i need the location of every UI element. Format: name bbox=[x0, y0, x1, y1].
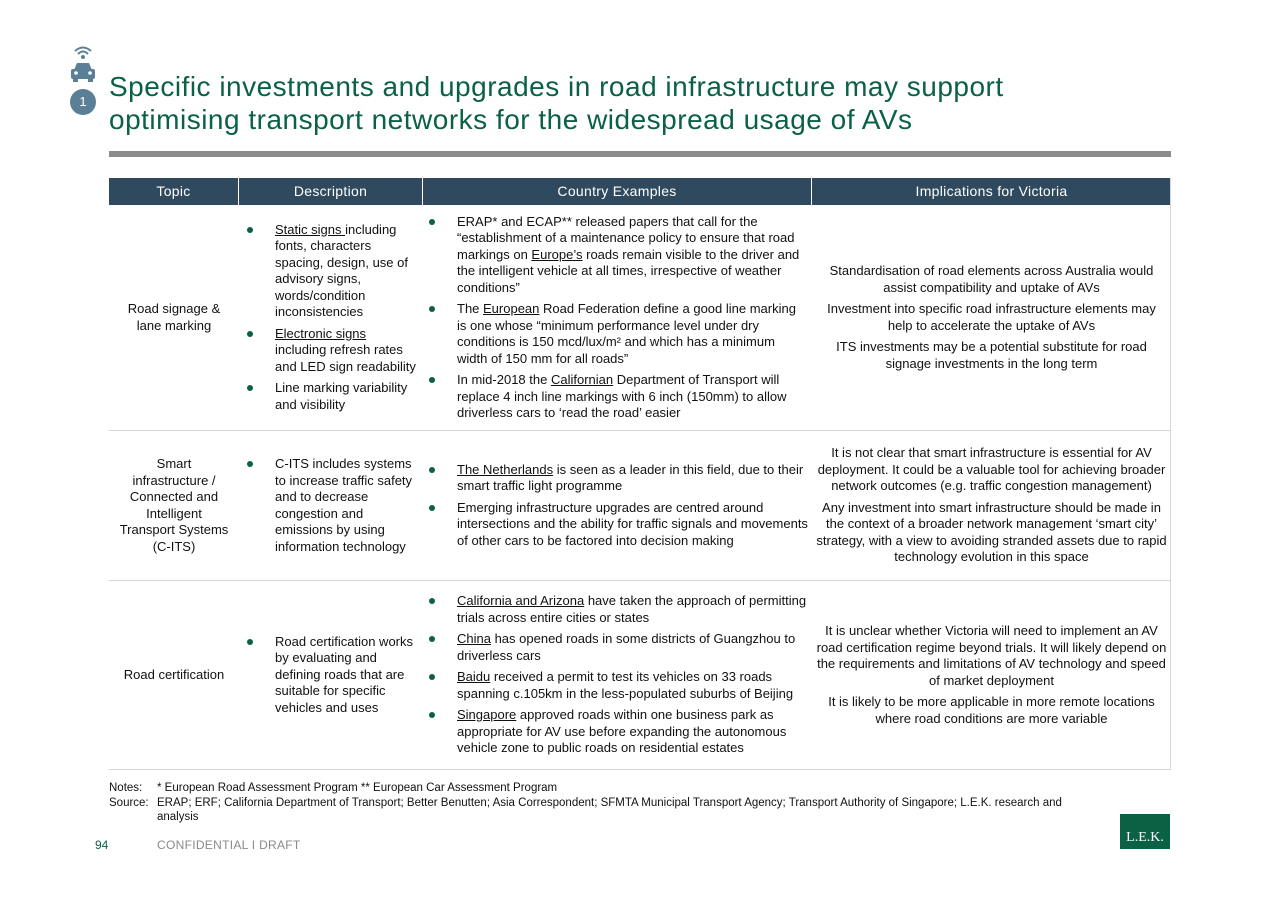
brand-logo: L.E.K. bbox=[1120, 814, 1170, 849]
list-item: Emerging infrastructure upgrades are centred around intersections and the ability for traffic signals and movements of other cars to be factored into decision making bbox=[429, 500, 808, 550]
examples-cell bbox=[423, 431, 812, 580]
list-item: C-ITS includes systems to increase traffic safety and to decrease congestion and emissions by using information technology bbox=[247, 456, 419, 555]
step-badge: 1 bbox=[70, 89, 96, 115]
examples-cell bbox=[423, 205, 812, 430]
table-row bbox=[109, 205, 1170, 431]
table-header bbox=[109, 178, 1170, 205]
implications-cell: It is not clear that smart infrastructure is essential for AV deployment. It could be a valuable tool for achieving broader network outcomes (e.g. traffic congestion management) Any investment into smart infrastructure should be made in the context of a broader network management ‘smart city’ strategy, with a view to avoiding stranded assets due to rapid technology evolution in this space bbox=[816, 445, 1167, 565]
examples-cell bbox=[423, 581, 812, 769]
list-item: Line marking variability and visibility bbox=[247, 380, 419, 413]
page-number: 94 bbox=[95, 838, 109, 852]
list-item: In mid-2018 the Californian Department of Transport will replace 4 inch line markings with 6 inch (150mm) to allow driverless cars to ‘read the road’ easier bbox=[429, 372, 808, 422]
list-item: Electronic signs including refresh rates and LED sign readability bbox=[247, 326, 419, 376]
infrastructure-table bbox=[109, 178, 1171, 770]
source-line: Source: ERAP; ERF; California Department of Transport; Better Benutten; Asia Correspondent; SFMTA Municipal Transport Agency; Transport Authority of Singapore; L.E.K. research and bbox=[109, 796, 1062, 809]
table-row bbox=[109, 431, 1170, 581]
description-cell bbox=[239, 581, 423, 769]
confidential-label: CONFIDENTIAL I DRAFT bbox=[157, 838, 301, 852]
list-item: California and Arizona have taken the approach of permitting trials across entire cities or states bbox=[429, 593, 808, 626]
description-cell bbox=[239, 205, 423, 430]
topic-cell: Road certification bbox=[123, 666, 225, 682]
topic-cell: Road signage & lane marking bbox=[127, 301, 221, 333]
list-item: Baidu received a permit to test its vehicles on 33 roads spanning c.105km in the less-populated suburbs of Beijing bbox=[429, 669, 808, 702]
implications-cell: Standardisation of road elements across Australia would assist compatibility and uptake of AVs Investment into specific road infrastructure elements may help to accelerate the uptake of AVs ITS investments may be a potential substitute for road signage investments in the long term bbox=[827, 263, 1156, 371]
footnotes bbox=[109, 781, 1171, 825]
title-divider bbox=[109, 151, 1171, 157]
source-continuation: analysis bbox=[157, 811, 199, 823]
list-item: The European Road Federation define a good line marking is one whose “minimum performance level under dry conditions is 150 mcd/lux/m² and which has a minimum width of 150 mm for all roads” bbox=[429, 301, 808, 367]
list-item: Road certification works by evaluating and defining roads that are suitable for specific vehicles and uses bbox=[247, 634, 419, 717]
slide-title: Specific investments and upgrades in road infrastructure may support optimising transport networks for the widespread usage of AVs bbox=[109, 71, 1004, 135]
header-country-examples: Country Examples bbox=[423, 178, 812, 205]
connected-car-icon bbox=[69, 46, 97, 86]
list-item: China has opened roads in some districts of Guangzhou to driverless cars bbox=[429, 631, 808, 664]
header-implications: Implications for Victoria bbox=[915, 183, 1068, 199]
header-topic: Topic bbox=[109, 178, 239, 205]
header-description: Description bbox=[239, 178, 423, 205]
list-item: Static signs including fonts, characters spacing, design, use of advisory signs, words/condition inconsistencies bbox=[247, 222, 419, 321]
table-row bbox=[109, 581, 1170, 770]
topic-cell: Smart infrastructure / Connected and Intelligent Transport Systems (C-ITS) bbox=[119, 456, 229, 554]
list-item: The Netherlands is seen as a leader in this field, due to their smart traffic light programme bbox=[429, 462, 808, 495]
list-item: ERAP* and ECAP** released papers that call for the “establishment of a maintenance policy to ensure that road markings on Europe’s roads remain visible to the driver and the intelligent vehicle at all times, irrespective of weather conditions” bbox=[429, 214, 808, 297]
notes-line: Notes: * European Road Assessment Program ** European Car Assessment Program bbox=[109, 782, 558, 794]
description-cell bbox=[239, 431, 423, 580]
list-item: Singapore approved roads within one business park as appropriate for AV use before expanding the autonomous vehicle zone to public roads on residential estates bbox=[429, 707, 808, 757]
implications-cell: It is unclear whether Victoria will need to implement an AV road certification regime beyond trials. It will likely depend on the requirements and limitations of AV technology and speed of market deployment It is likely to be more applicable in more remote locations where road conditions are more variable bbox=[816, 623, 1167, 726]
